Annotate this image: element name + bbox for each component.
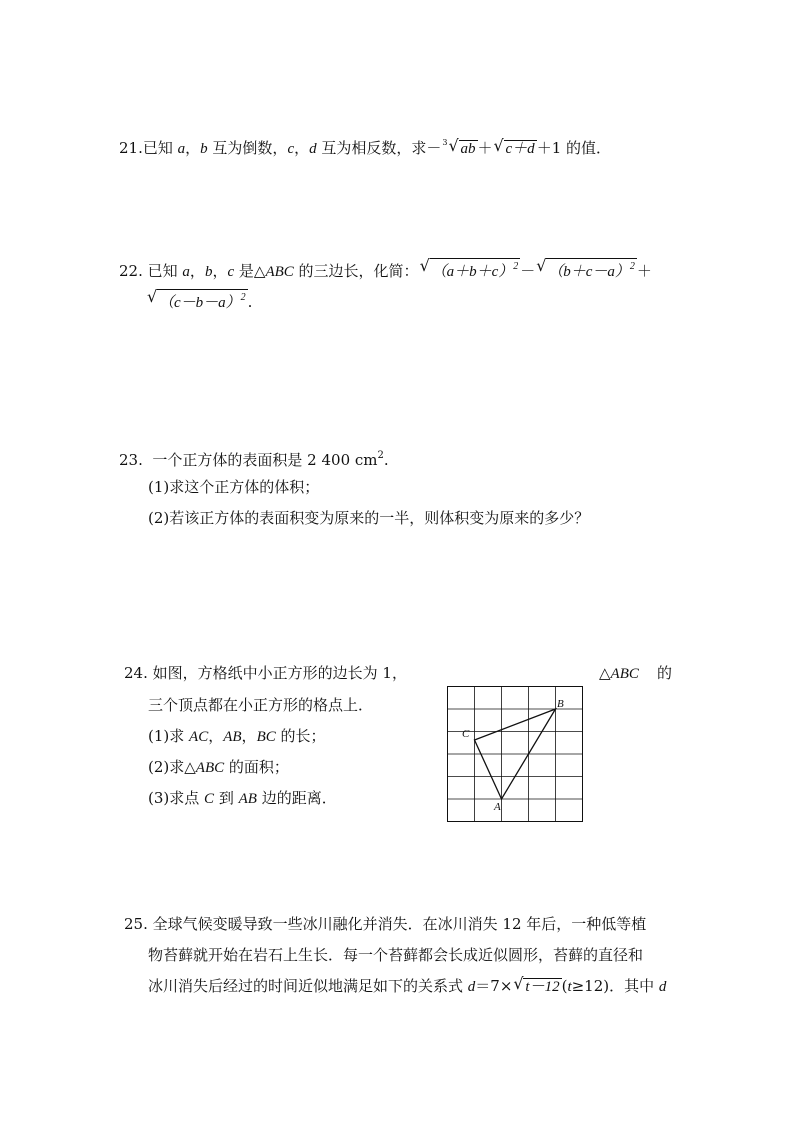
q24-p3-tail: 边的距离． bbox=[256, 789, 337, 807]
q24-de: 的 bbox=[657, 664, 673, 682]
question-22-line1 bbox=[119, 258, 652, 282]
grid-figure bbox=[447, 686, 583, 822]
q21-text: 已知 bbox=[142, 139, 178, 157]
radicand-t-minus-12: t－12 bbox=[525, 979, 560, 995]
sqrt-term-2 bbox=[537, 258, 637, 281]
label-a: A bbox=[494, 801, 501, 813]
q23-text: 一个正方体的表面积是 2 400 cm bbox=[152, 451, 378, 469]
grid-svg bbox=[447, 686, 583, 822]
q23-number: 23. bbox=[119, 451, 143, 469]
var-d: d bbox=[658, 979, 667, 995]
minus-sign: － bbox=[520, 262, 536, 280]
point-c: C bbox=[204, 791, 215, 807]
q24-number: 24. bbox=[124, 664, 148, 682]
label-b: B bbox=[557, 698, 564, 710]
triangle-abc: ABC bbox=[265, 264, 294, 280]
var-a: a bbox=[177, 141, 186, 157]
label-c: C bbox=[462, 728, 470, 740]
q22-text: 已知 bbox=[147, 262, 183, 280]
exponent-2: 2 bbox=[629, 261, 635, 272]
q24-text-line2: 三个顶点都在小正方形的格点上． bbox=[148, 696, 374, 714]
sqrt-term-1 bbox=[421, 258, 521, 281]
q24-comma: ， bbox=[208, 727, 224, 745]
question-24-line1 bbox=[124, 663, 407, 683]
question-22-line2 bbox=[146, 289, 252, 312]
var-d: d bbox=[467, 979, 476, 995]
sqrt-t-minus-12 bbox=[514, 976, 561, 996]
triangle-abc: ABC bbox=[610, 666, 639, 682]
radicand-1 bbox=[430, 258, 521, 280]
q22-period: . bbox=[247, 293, 253, 311]
q22-comma: ， bbox=[189, 262, 205, 280]
segment-ab: AB bbox=[223, 729, 242, 745]
segment-ab: AB bbox=[238, 791, 257, 807]
q24-p2-text: (2)求△ bbox=[148, 758, 196, 776]
q21-tail: ＋1 的值． bbox=[536, 139, 611, 157]
exponent-3: 2 bbox=[240, 292, 246, 303]
triangle-symbol: △ bbox=[599, 664, 611, 682]
q22-text: 的三边长，化简： bbox=[293, 262, 419, 280]
q24-p1-tail: 的长； bbox=[275, 727, 326, 745]
radicand-2-text: （b＋c－a） bbox=[548, 264, 630, 280]
q24-comma: ， bbox=[241, 727, 257, 745]
sqrt-c-plus-d bbox=[495, 138, 537, 158]
triangle-abc: ABC bbox=[195, 760, 225, 776]
q24-part1 bbox=[148, 726, 326, 747]
var-a: a bbox=[182, 264, 190, 280]
plus-sign: ＋ bbox=[636, 262, 652, 280]
q24-p2-tail: 的面积； bbox=[224, 758, 289, 776]
sqrt-term-3 bbox=[148, 289, 248, 312]
q25-text-line2: 物苔藓就开始在岩石上生长．每一个苔藓都会长成近似圆形，苔藓的直径和 bbox=[148, 946, 644, 964]
var-b: b bbox=[204, 264, 213, 280]
var-d: d bbox=[309, 141, 317, 157]
q23-period: . bbox=[383, 451, 389, 469]
radicand-3-text: （c－b－a） bbox=[159, 295, 241, 311]
q22-text: 是△ bbox=[234, 262, 266, 280]
q24-text: 如图，方格纸中小正方形的边长为 1， bbox=[152, 664, 407, 682]
var-t: t bbox=[567, 979, 572, 995]
radicand-c-plus-d: c＋d bbox=[505, 141, 535, 157]
exponent-1: 2 bbox=[513, 261, 519, 272]
q22-number: 22. bbox=[119, 262, 143, 280]
q21-text: 互为倒数， bbox=[207, 139, 288, 157]
q24-p3-text: (3)求点 bbox=[148, 789, 205, 807]
segment-ac: AC bbox=[189, 729, 209, 745]
radicand-3 bbox=[157, 289, 248, 311]
q24-p1-text: (1)求 bbox=[148, 727, 190, 745]
q21-text: 互为相反数，求－ bbox=[316, 139, 442, 157]
q25-text: 冰川消失后经过的时间近似地满足如下的关系式 bbox=[148, 977, 468, 995]
q21-number: 21. bbox=[119, 139, 143, 157]
q25-number: 25. bbox=[124, 915, 148, 933]
cube-root-ab bbox=[450, 138, 478, 158]
question-21 bbox=[119, 133, 611, 159]
q24-part3 bbox=[148, 788, 337, 809]
q25-formula-part: ＝7× bbox=[475, 977, 513, 995]
q24-part2 bbox=[148, 757, 289, 778]
q24-p3-text: 到 bbox=[214, 789, 239, 807]
var-b: b bbox=[200, 141, 208, 157]
cube-root-index: 3 bbox=[442, 138, 448, 147]
q21-comma: ， bbox=[294, 139, 310, 157]
q25-text-line1: 全球气候变暖导致一些冰川融化并消失．在冰川消失 12 年后，一种低等植 bbox=[152, 915, 647, 933]
q23-part1: (1)求这个正方体的体积； bbox=[148, 478, 320, 496]
q25-text: ≥12)．其中 bbox=[571, 977, 659, 995]
var-c: c bbox=[287, 141, 295, 157]
var-c: c bbox=[227, 264, 235, 280]
radicand-1-text: （a＋b＋c） bbox=[431, 264, 514, 280]
question-25-line1 bbox=[124, 914, 646, 934]
plus-sign: ＋ bbox=[477, 139, 493, 157]
q24-triangle-ref bbox=[599, 663, 639, 684]
segment-bc: BC bbox=[256, 729, 276, 745]
question-23 bbox=[119, 446, 389, 470]
q22-comma: ， bbox=[212, 262, 228, 280]
q25-paren: ( bbox=[561, 977, 568, 995]
q21-comma: ， bbox=[185, 139, 201, 157]
radicand-2 bbox=[546, 258, 637, 280]
question-25-line3 bbox=[148, 976, 666, 997]
q23-exponent: 2 bbox=[377, 450, 384, 461]
radicand-ab: ab bbox=[460, 141, 476, 157]
q23-part2: (2)若该正方体的表面积变为原来的一半，则体积变为原来的多少？ bbox=[148, 509, 590, 527]
